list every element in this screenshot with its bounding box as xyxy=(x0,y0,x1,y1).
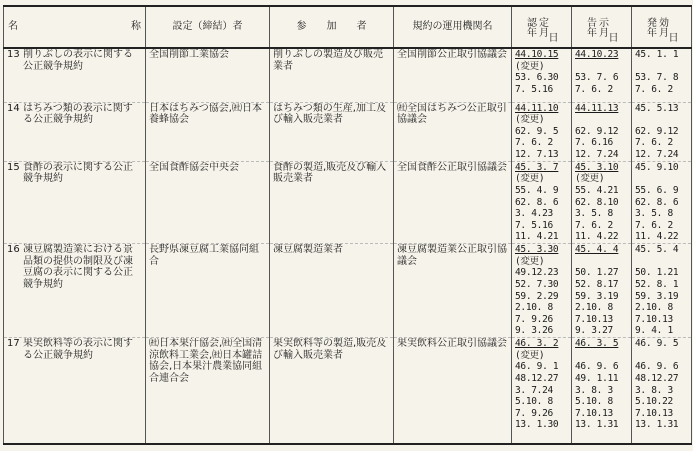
participants-cell: 削りぶしの製造及び販売業者 xyxy=(270,48,394,102)
effect-date-cell xyxy=(632,102,692,161)
date-entry: (変更) xyxy=(515,60,545,72)
effect-date-cell xyxy=(632,48,692,102)
date-entry: 49.12.23 xyxy=(515,267,559,279)
code-name: 削りぶしの表示に関する公正競争規約 xyxy=(23,49,133,72)
date-entry: 5.10.22 xyxy=(635,396,673,408)
date-entry: 7.10.13 xyxy=(635,313,673,325)
date-entry: 44.10.15 xyxy=(515,49,559,60)
participants-cell: はちみつ類の生産,加工及び輸入販売業者 xyxy=(270,102,394,161)
approval-date-cell xyxy=(512,244,572,338)
date-entry: 2.10. 8 xyxy=(635,302,673,314)
date-entry: 7.10.13 xyxy=(635,407,673,419)
date-entry: 3. 8. 3 xyxy=(635,384,673,396)
notice-date-cell xyxy=(572,338,632,444)
date-entry: 46. 9. 5 xyxy=(635,338,679,350)
date-entry: 45. 5.13 xyxy=(635,102,679,114)
date-entry: 3. 8. 3 xyxy=(575,384,613,396)
date-entry xyxy=(575,256,628,268)
date-entry: 3. 4.23 xyxy=(515,208,553,220)
code-name: 食酢の表示に関する公正競争規約 xyxy=(23,161,133,185)
operating-body-cell: 凍豆腐製造業公正取引協議会 xyxy=(394,244,512,338)
header-operating-body: 規約の運用機関名 xyxy=(394,6,512,48)
date-entry: 7. 6. 2 xyxy=(575,219,613,231)
table-row xyxy=(4,102,692,161)
date-entry: 46. 9. 6 xyxy=(635,361,679,373)
date-entry: 5.10. 8 xyxy=(515,396,553,408)
date-entry: 5.10. 8 xyxy=(575,396,613,408)
date-entry: 7. 6. 2 xyxy=(575,83,613,95)
date-entry: 45. 9.10 xyxy=(635,161,679,173)
date-entry: 7. 6. 2 xyxy=(635,83,673,95)
date-entry: 9. 3.27 xyxy=(575,325,613,337)
table-row xyxy=(4,161,692,243)
date-entry: 49. 1.11 xyxy=(575,372,619,384)
date-entry: 52. 8. 1 xyxy=(635,278,679,290)
date-entry: 11. 4.22 xyxy=(575,231,619,243)
code-name-cell xyxy=(4,161,146,243)
participants-cell: 果実飲料等の製造,販売及び輸入販売業者 xyxy=(270,338,394,444)
date-entry: 55. 6. 9 xyxy=(635,184,679,196)
approval-date-cell xyxy=(512,102,572,161)
row-number: 14 xyxy=(7,102,20,114)
effect-date-cell xyxy=(632,338,692,444)
date-entry: 53. 6.30 xyxy=(515,72,559,84)
date-entry: 45. 1. 1 xyxy=(635,49,679,60)
notice-date-cell xyxy=(572,102,632,161)
row-number: 16 xyxy=(7,244,20,256)
header-notice-date: 告年 示月 日 xyxy=(572,6,632,48)
date-entry: 62. 9.12 xyxy=(575,125,619,137)
date-entry: 3. 7.24 xyxy=(515,384,553,396)
date-entry: 7. 5.16 xyxy=(515,83,553,95)
date-entry: 12. 7.13 xyxy=(515,149,559,161)
date-entry: 2.10. 8 xyxy=(575,302,613,314)
date-entry: 48.12.27 xyxy=(635,372,679,384)
date-entry: 46. 9. 6 xyxy=(575,361,619,373)
date-entry xyxy=(635,350,688,362)
code-name: 凍豆腐製造業における景品類の提供の制限及び凍豆腐の表示に関する公正競争規約 xyxy=(23,244,133,290)
date-entry: 11. 4.22 xyxy=(635,231,679,243)
operating-body-cell: 果実飲料公正取引協議会 xyxy=(394,338,512,444)
approval-date-cell xyxy=(512,48,572,102)
operating-body-cell: ㈳全国はちみつ公正取引協議会 xyxy=(394,102,512,161)
date-entry: 52. 8.17 xyxy=(575,278,619,290)
date-entry: 7. 6. 2 xyxy=(635,137,673,149)
date-entry: 7. 6.16 xyxy=(575,137,613,149)
code-name-cell xyxy=(4,244,146,338)
date-entry: 3. 5. 8 xyxy=(635,208,673,220)
setter-cell: 長野県凍豆腐工業協同組合 xyxy=(146,244,270,338)
date-entry xyxy=(575,350,628,362)
date-entry: 59. 2.29 xyxy=(515,290,559,302)
row-number: 13 xyxy=(7,49,20,60)
date-entry: 7. 9.26 xyxy=(515,407,553,419)
operating-body-cell: 全国食酢公正取引協議会 xyxy=(394,161,512,243)
date-entry: 13. 1.31 xyxy=(575,419,619,431)
date-entry xyxy=(575,61,628,73)
code-name-cell xyxy=(4,48,146,102)
participants-cell: 凍豆腐製造業者 xyxy=(270,244,394,338)
date-entry: 46. 9. 1 xyxy=(515,361,559,373)
date-entry: 2.10. 8 xyxy=(515,302,553,314)
date-entry: 7. 6. 2 xyxy=(515,137,553,149)
date-entry: 45. 5. 4 xyxy=(635,244,679,256)
date-entry: 55. 4. 9 xyxy=(515,184,559,196)
date-entry: 50. 1.21 xyxy=(635,267,679,279)
date-entry: 7.10.13 xyxy=(575,407,613,419)
date-entry: 53. 7. 6 xyxy=(575,72,619,84)
date-entry xyxy=(635,256,688,268)
date-entry: 9. 3.26 xyxy=(515,325,553,337)
date-entry: 59. 3.19 xyxy=(635,290,679,302)
participants-cell: 食酢の製造,販売及び輸入販売業者 xyxy=(270,161,394,243)
date-entry: 45. 3. 7 xyxy=(515,161,559,173)
operating-body-cell: 全国削節公正取引協議会 xyxy=(394,48,512,102)
date-entry: 7. 6. 2 xyxy=(635,219,673,231)
date-entry: 44.11.13 xyxy=(575,102,619,114)
header-approval-date: 認年 定月 日 xyxy=(512,6,572,48)
setter-cell: ㈳日本果汁協会,㈳全国清涼飲料工業会,㈳日本罐詰協会,日本果汁農業協同組合連合会 xyxy=(146,338,270,444)
date-entry: 7.10.13 xyxy=(575,313,613,325)
date-entry: 46. 3. 5 xyxy=(575,338,619,350)
date-entry: 62. 8. 6 xyxy=(635,196,679,208)
date-entry: (変更) xyxy=(515,255,545,267)
notice-date-cell xyxy=(572,48,632,102)
code-name-cell xyxy=(4,102,146,161)
date-entry xyxy=(635,173,688,185)
date-entry: 59. 3.19 xyxy=(575,290,619,302)
date-entry: 46. 3. 2 xyxy=(515,338,559,350)
effect-date-cell xyxy=(632,161,692,243)
fair-competition-code-table xyxy=(3,5,692,445)
header-name: 名 称 xyxy=(4,6,146,48)
date-entry: 11. 4.21 xyxy=(515,231,559,243)
date-entry: 7. 5.16 xyxy=(515,219,553,231)
date-entry: 13. 1.31 xyxy=(635,419,679,431)
date-entry: 44.10.23 xyxy=(575,49,619,60)
table-row xyxy=(4,48,692,102)
date-entry: 12. 7.24 xyxy=(575,149,619,161)
date-entry: 9. 4. 1 xyxy=(635,325,673,337)
date-entry: 62. 9.12 xyxy=(635,125,679,137)
code-name-cell xyxy=(4,338,146,444)
header-effective-date: 発年 効月 日 xyxy=(632,6,692,48)
date-entry: (変更) xyxy=(515,114,545,126)
date-entry: 62. 8. 6 xyxy=(515,196,559,208)
date-entry xyxy=(575,114,628,126)
date-entry: 62. 9. 5 xyxy=(515,125,559,137)
date-entry: 50. 1.27 xyxy=(575,267,619,279)
date-entry: 13. 1.30 xyxy=(515,419,559,431)
date-entry: 48.12.27 xyxy=(515,372,559,384)
date-entry: 3. 5. 8 xyxy=(575,208,613,220)
date-entry: 45. 3.10 xyxy=(575,161,619,173)
setter-cell: 全国削節工業協会 xyxy=(146,48,270,102)
setter-cell: 日本はちみつ協会,㈳日本養蜂協会 xyxy=(146,102,270,161)
date-entry xyxy=(635,114,688,126)
table-row xyxy=(4,338,692,444)
date-entry xyxy=(635,61,688,73)
row-number: 17 xyxy=(7,338,20,350)
date-entry: 62. 8.10 xyxy=(575,196,619,208)
header-row xyxy=(4,6,692,48)
approval-date-cell xyxy=(512,338,572,444)
date-entry: 52. 7.30 xyxy=(515,278,559,290)
date-entry: 55. 4.21 xyxy=(575,184,619,196)
date-entry: 53. 7. 8 xyxy=(635,72,679,84)
date-entry: 12. 7.24 xyxy=(635,149,679,161)
approval-date-cell xyxy=(512,161,572,243)
date-entry: (変更) xyxy=(515,349,545,361)
row-number: 15 xyxy=(7,161,20,173)
date-entry: 7. 9.26 xyxy=(515,313,553,325)
effect-date-cell xyxy=(632,244,692,338)
notice-date-cell xyxy=(572,244,632,338)
date-entry: 45. 4. 4 xyxy=(575,244,619,256)
header-participants: 参 加 者 xyxy=(270,6,394,48)
table-row xyxy=(4,244,692,338)
date-entry: (変更) xyxy=(575,173,605,185)
date-entry: (変更) xyxy=(515,173,545,185)
notice-date-cell xyxy=(572,161,632,243)
date-entry: 45. 3.30 xyxy=(515,244,559,256)
date-entry: 44.11.10 xyxy=(515,102,559,114)
setter-cell: 全国食酢協会中央会 xyxy=(146,161,270,243)
code-name: 果実飲料等の表示に関する公正競争規約 xyxy=(23,338,133,361)
header-setter: 設定（締結）者 xyxy=(146,6,270,48)
code-name: はちみつ類の表示に関する公正競争規約 xyxy=(23,102,133,126)
